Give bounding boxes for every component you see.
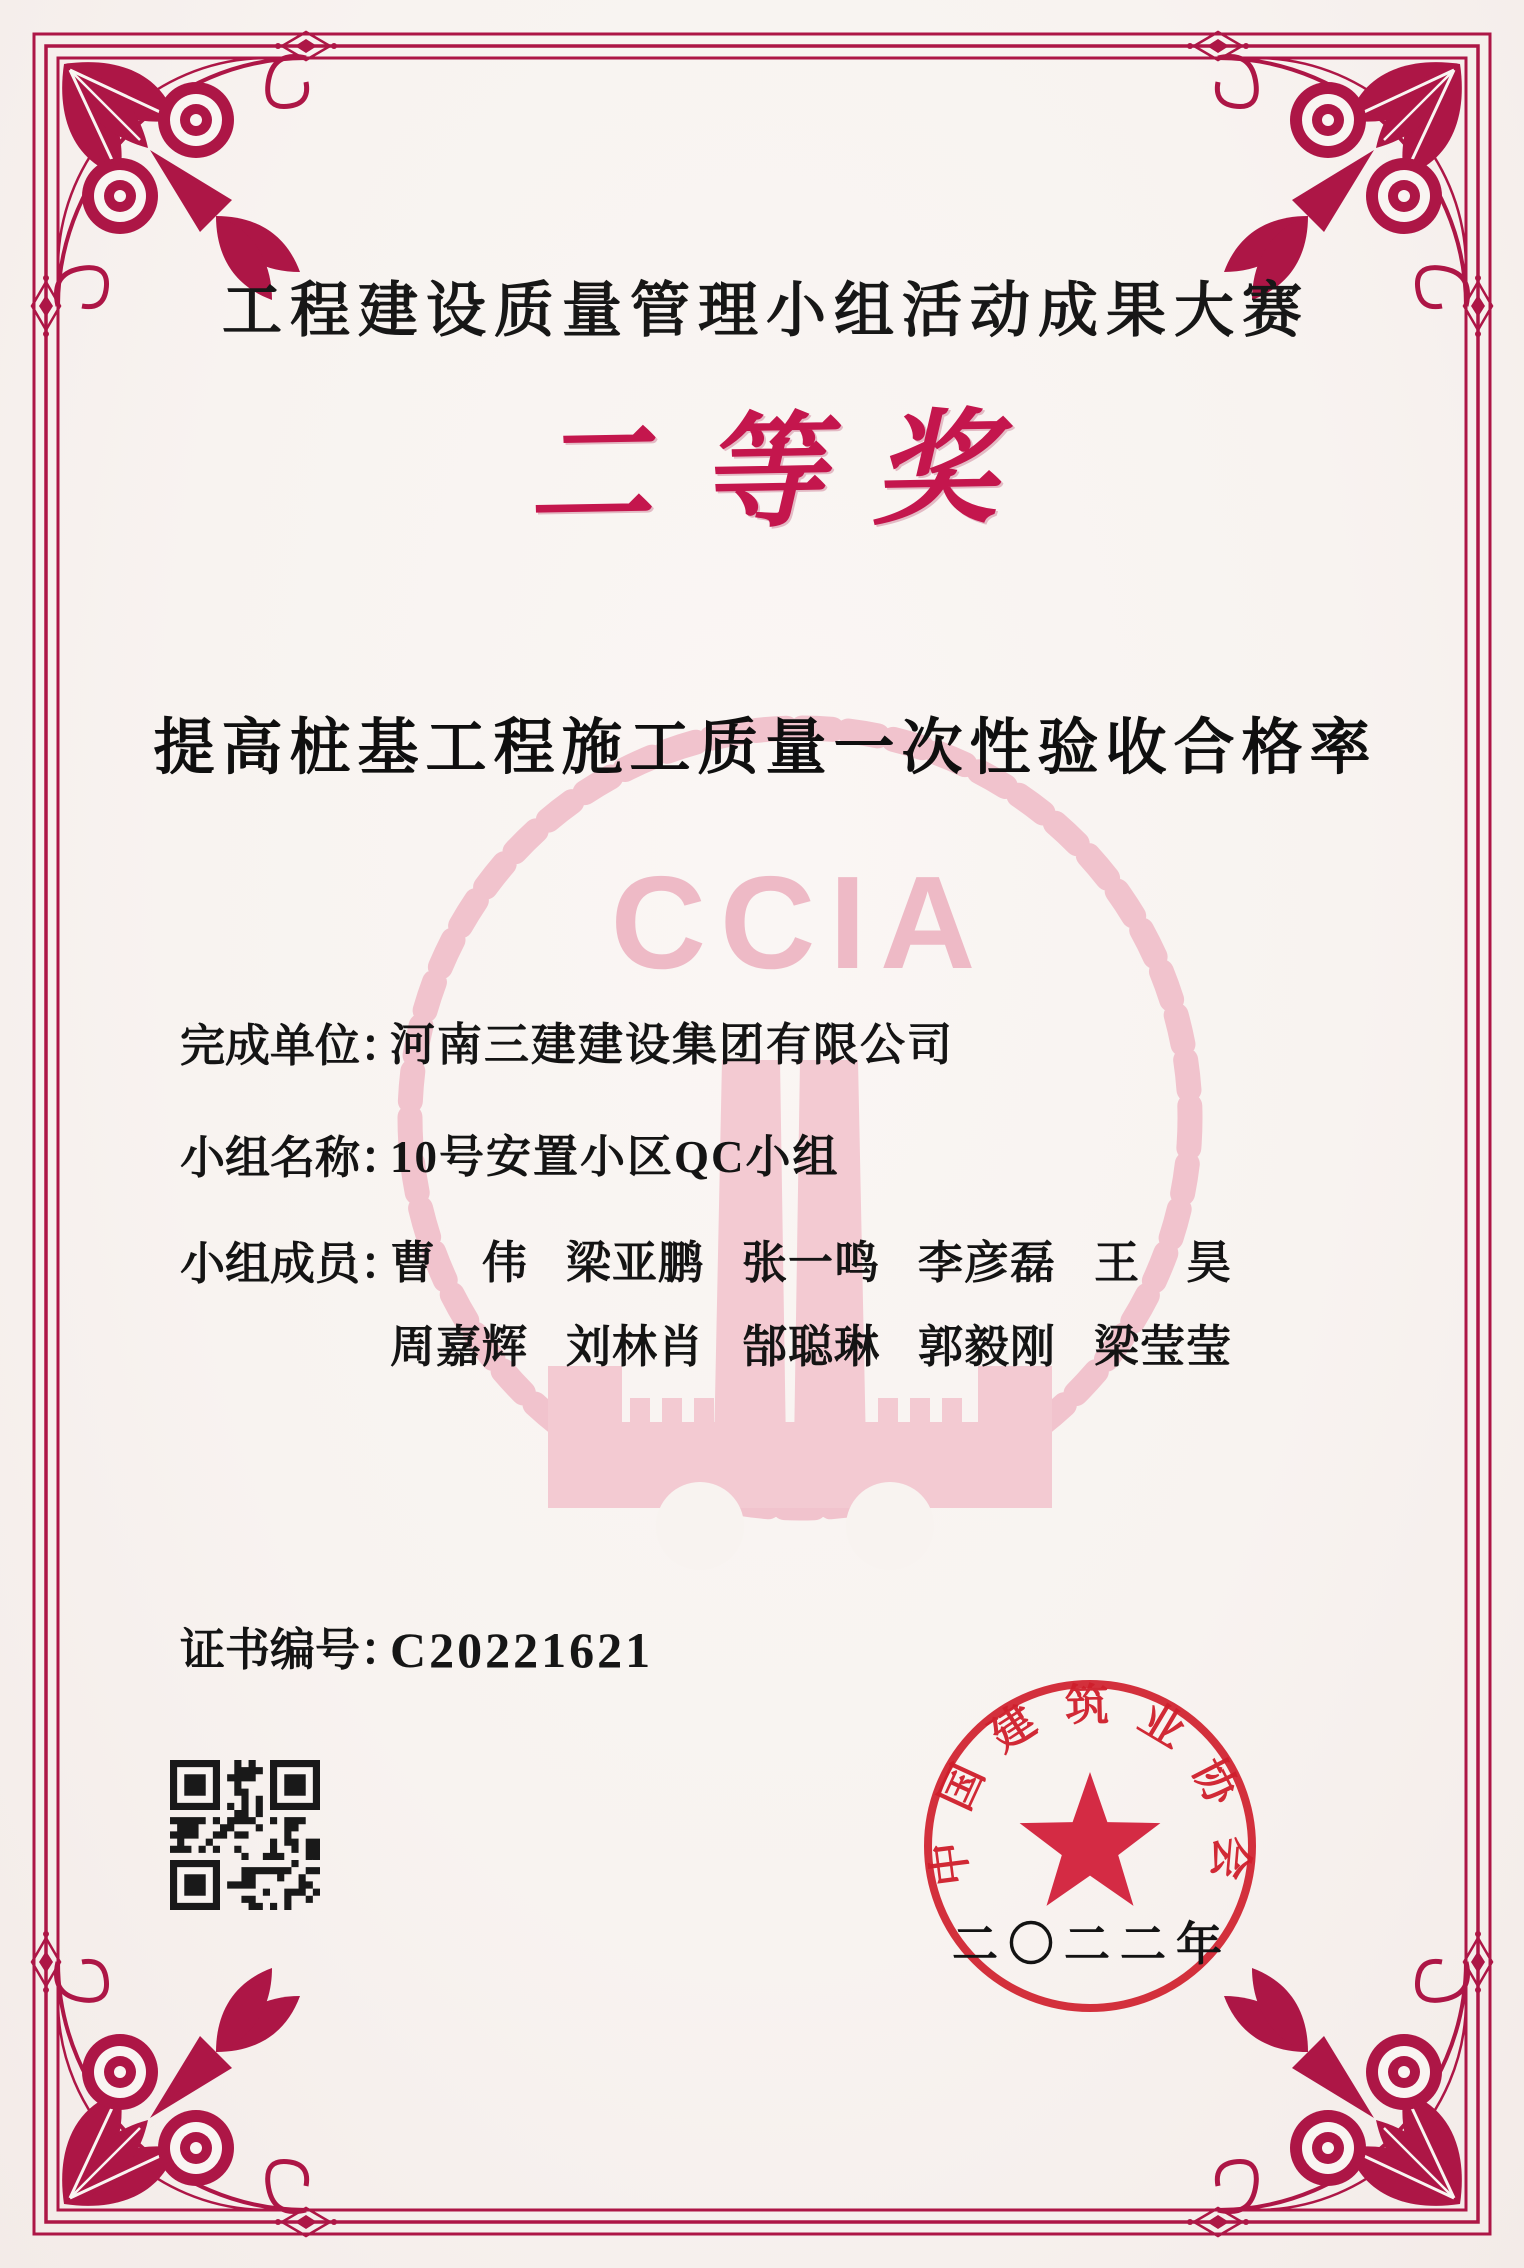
field-row-group [180,1132,840,1184]
group-label: 小组名称： [180,1132,406,1183]
award-name: 二等奖 [526,400,1046,547]
member-name: 郭毅刚 [918,1322,1057,1372]
qr-code [170,1760,320,1910]
cert-no-value: C20221621 [390,1622,654,1678]
member-name: 张一鸣 [742,1238,881,1288]
cert-no-label: 证书编号： [180,1624,406,1675]
member-name: 周嘉辉 [390,1322,529,1372]
seal-year: 二〇二二年 [952,1919,1232,1970]
member-name: 梁莹莹 [1094,1322,1233,1372]
members-label: 小组成员： [180,1238,406,1289]
member-name: 李彦磊 [918,1238,1057,1288]
field-row-members-2 [180,1322,1232,1374]
member-name: 郜聪琳 [742,1322,881,1372]
member-name: 王 昊 [1094,1238,1233,1288]
members-row-1 [390,1238,1232,1290]
seal-star [1020,1772,1161,1906]
field-row-cert-no [180,1624,653,1677]
field-row-unit [180,1020,954,1072]
member-name: 梁亚鹏 [566,1238,705,1288]
project-title: 提高桩基工程施工质量一次性验收合格率 [153,715,1378,782]
field-row-members [180,1238,1232,1290]
seal-organization: 中国建筑业协会 [923,1680,1257,1889]
unit-value: 河南三建建设集团有限公司 [390,1020,955,1070]
member-name: 刘林肖 [566,1322,705,1372]
competition-title: 工程建设质量管理小组活动成果大赛 [222,277,1310,344]
unit-label: 完成单位： [180,1020,406,1071]
association-seal [880,1640,1300,2060]
watermark-ccia-text: CCIA [610,849,990,996]
members-row-2 [390,1322,1232,1374]
member-name: 曹 伟 [390,1238,529,1288]
group-value: 10号安置小区QC小组 [390,1132,840,1182]
